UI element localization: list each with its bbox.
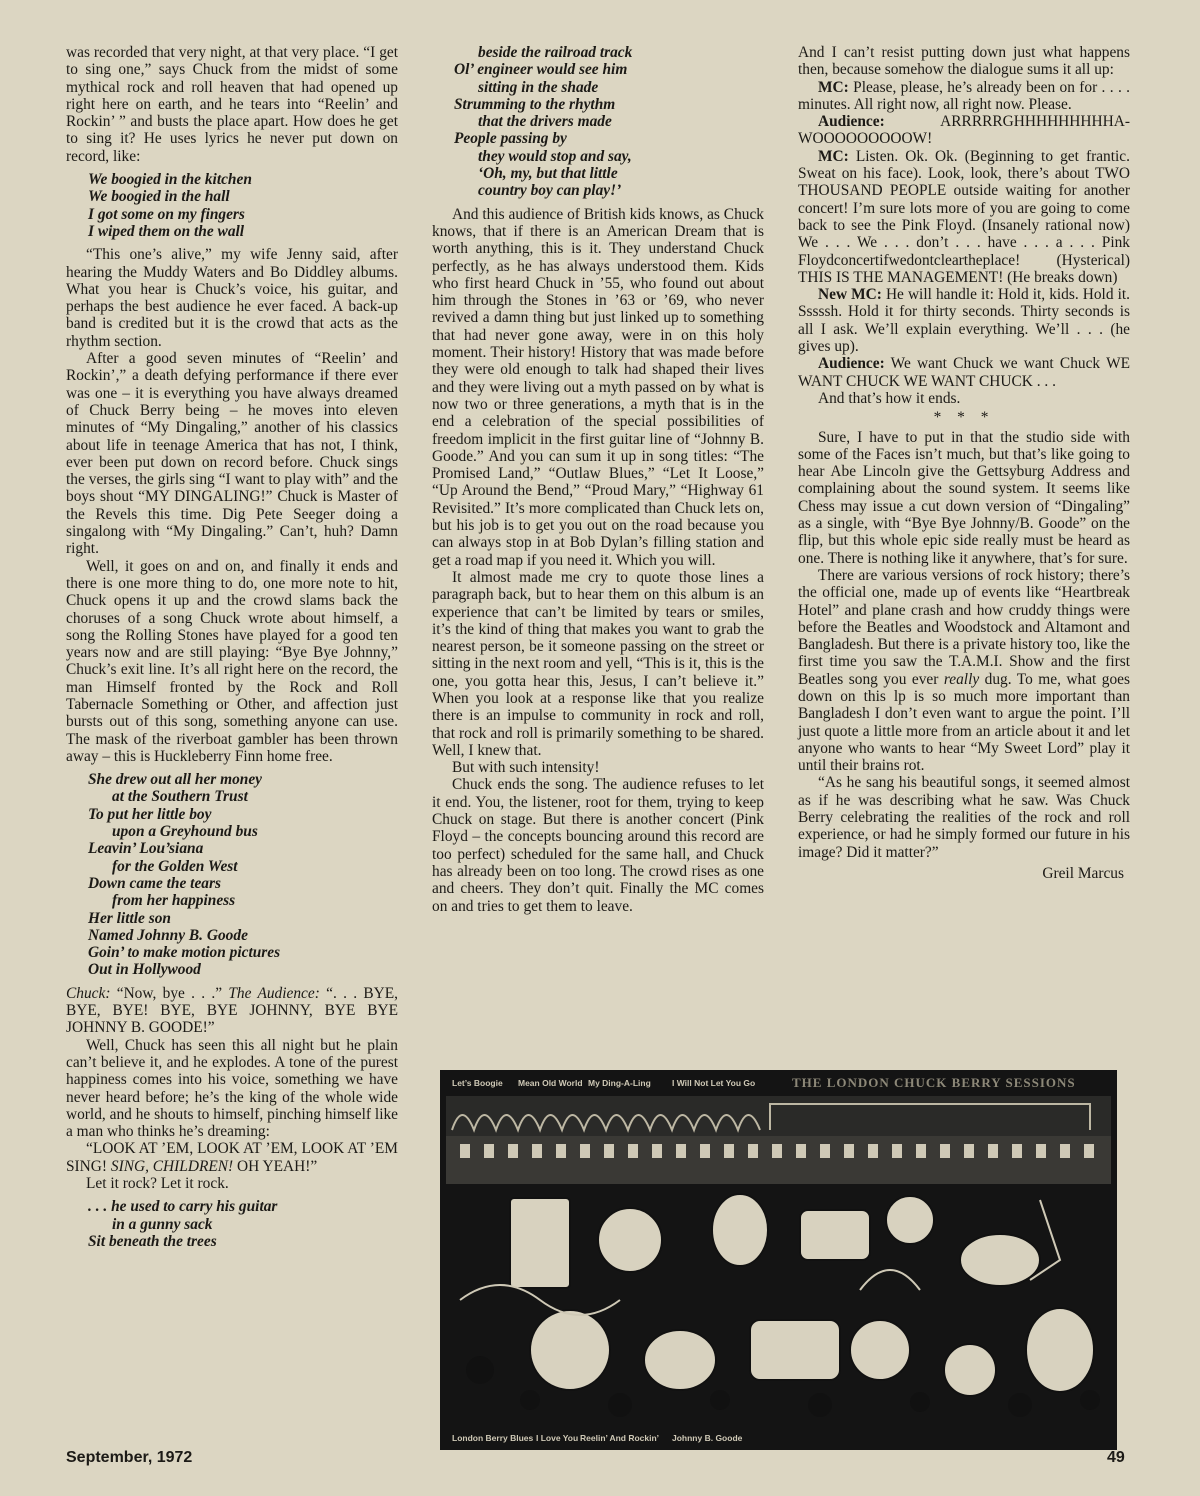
- dialogue-speaker: Audience:: [818, 355, 885, 373]
- dialogue-line: [798, 286, 1130, 355]
- dialogue-speaker: MC:: [818, 78, 849, 96]
- dialogue-text: Listen. Ok. Ok. (Beginning to get frantic. Sweat on his face). Look, look, there’s about TWO THOUSAND PEOPLE outside waiting for another concert! I’m sure lots more of you are going to come back to see the Pink Floyd. (Insanely rational now) We . . . We . . . don’t . . . have . . . a . . . Pink Floydconcertifwedontcleartheplace! (Hysterical) THIS IS THE MANAGEMENT! (He breaks down): [798, 147, 1130, 286]
- paragraph: Well, Chuck has seen this all night but he plain can’t believe it, and he explodes. A tone of the purest happiness comes into his voice, something we have never heard before; he’s the king of the whole wide world, and he shouts to himself, pinching himself like a man who thinks he’s dreaming:: [66, 1036, 398, 1141]
- article-column-3: [798, 44, 1130, 882]
- paragraph: Sure, I have to put in that the studio side with some of the Faces isn’t much, but that’s like going to hear Abe Lincoln give the Gettsyburg Address and complaining about the sound system. It seems like Chess may issue a cut down version of “Dingaling” as a single, with “Bye Bye Johnny/B. Goode” on the flip, but this whole epic side really must be heard as one. There is nothing like it anywhere, that’s for sure.: [798, 428, 1130, 567]
- dialogue-speaker: Chuck:: [66, 984, 111, 1002]
- lyric-line: sitting in the shade: [478, 78, 599, 96]
- page-number: 49: [1107, 1449, 1125, 1466]
- article-column-2: [432, 44, 764, 915]
- paragraph-text: There are various versions of rock history; there’s the official one, made up of events like “Heartbreak Hotel” and plane crash and how cruddy things were before the Beatles and Woodstock and Altamont and Bangladesh. But there is a private history too, like the first time you saw the T.A.M.I. Show and the first Beatles song you ever: [798, 566, 1130, 688]
- lyric-line: ‘Oh, my, but that little: [478, 165, 618, 183]
- lyric-line: Her little son: [88, 909, 171, 927]
- lyrics-verse: [454, 44, 764, 200]
- paragraph: [66, 985, 398, 1037]
- album-track-label: Reelin’ And Rockin’: [580, 1433, 660, 1443]
- album-title: THE LONDON CHUCK BERRY SESSIONS: [792, 1075, 1076, 1090]
- lyric-line: Down came the tears: [88, 874, 221, 892]
- lyrics-verse: [88, 171, 398, 240]
- lyric-line: beside the railroad track: [478, 44, 633, 61]
- paragraph: was recorded that very night, at that very place. “I get to sing one,” says Chuck from the midst of some mythical rock and roll heaven that had opened up right here on earth, and he tears into “Reelin’ and Rockin’ ” and busts the place apart. How does he get to sing it? He uses lyrics he never put down on record, like:: [66, 44, 398, 165]
- album-track-label: Mean Old World: [518, 1078, 583, 1088]
- lyric-line: Out in Hollywood: [88, 961, 201, 979]
- lyric-line: country boy can play!’: [478, 182, 622, 200]
- lyric-line: Ol’ engineer would see him: [454, 61, 628, 79]
- paragraph: [66, 1140, 398, 1175]
- paragraph: “As he sang his beautiful songs, it seemed almost as if he was describing what he saw. Was Chuck Berry celebrating the realities of the rock and roll experience, or had he simply formed our future in his image? Did it matter?”: [798, 774, 1130, 861]
- dialogue-text: “Now, bye . . .”: [110, 984, 229, 1002]
- lyric-line: in a gunny sack: [112, 1215, 213, 1233]
- dialogue-text: He will handle it: Hold it, kids. Hold it. Sssssh. Hold it for thirty seconds. Thirty seconds is all I ask. We’ll explain everything. We’ll . . . (he gives up).: [798, 286, 1130, 356]
- issue-date: September, 1972: [66, 1449, 193, 1466]
- paragraph: “This one’s alive,” my wife Jenny said, after hearing the Muddy Waters and Bo Diddley albums. What you hear is Chuck’s voice, his guitar, and perhaps the best audience he ever faced. A back-up band is credited but it is the crowd that acts as the rhythm section.: [66, 246, 398, 350]
- lyrics-verse: [88, 771, 398, 979]
- paragraph: After a good seven minutes of “Reelin’ and Rockin’,” a death defying performance if there ever was one – it is everything you have always dreamed of Chuck Berry being – he moves into eleven minutes of “My Dingaling,” another of his classics about life in teenage America that has not, I think, ever been put down on record before. Chuck sings the verses, the girls sing “I want to play with” and the boys shout “MY DINGALING!” Chuck is Master of the Revels this time. Dig Pete Seeger doing a singalong with “My Dingaling.” Can’t, huh? Damn right.: [66, 350, 398, 558]
- author-byline: Greil Marcus: [1042, 864, 1124, 882]
- dialogue-line: [798, 79, 1130, 114]
- album-track-label: I Love You: [536, 1433, 579, 1443]
- dialogue-text: Please, please, he’s already been on for . . . . minutes. All right now, all right now. Please.: [798, 78, 1130, 113]
- paragraph-emphasis: really: [943, 670, 980, 688]
- lyric-line: Goin’ to make motion pictures: [88, 944, 281, 962]
- paragraph: And that’s how it ends.: [818, 389, 961, 407]
- album-track-label: London Berry Blues: [452, 1433, 534, 1443]
- lyric-line: We boogied in the hall: [88, 188, 230, 206]
- dialogue-line: [798, 148, 1130, 286]
- lyric-line: . . . he used to carry his guitar: [88, 1198, 278, 1216]
- lyric-line: Strumming to the rhythm: [454, 95, 616, 113]
- dialogue-speaker: The Audience:: [228, 984, 320, 1002]
- lyric-line: Sit beneath the trees: [88, 1232, 217, 1250]
- paragraph: [798, 567, 1130, 775]
- album-cover-image: [440, 1070, 1117, 1450]
- lyric-line: I wiped them on the wall: [88, 222, 245, 240]
- paragraph: And I can’t resist putting down just what happens then, because somehow the dialogue sums it all up:: [798, 44, 1130, 79]
- lyric-line: Leavin’ Lou’siana: [88, 840, 204, 858]
- dialogue-text: “. . . BYE, BYE, BYE! BYE, BYE JOHNNY, BYE BYE JOHNNY B. GOODE!”: [66, 984, 398, 1037]
- quote-text: “LOOK AT ’EM, LOOK AT ’EM, LOOK AT ’EM SING!: [66, 1140, 398, 1175]
- dialogue-line: [798, 355, 1130, 390]
- article-column-1: [66, 44, 398, 1256]
- album-track-label: Johnny B. Goode: [672, 1433, 743, 1443]
- lyric-line: Named Johnny B. Goode: [88, 926, 248, 944]
- lyric-line: She drew out all her money: [88, 771, 263, 789]
- lyric-line: upon a Greyhound bus: [112, 823, 258, 841]
- paragraph: But with such intensity!: [452, 759, 600, 777]
- album-cover-illustration: [440, 1070, 1117, 1450]
- dialogue-speaker: New MC:: [818, 286, 882, 304]
- album-track-label: I Will Not Let You Go: [672, 1078, 756, 1088]
- paragraph: Let it rock? Let it rock.: [86, 1175, 229, 1192]
- album-track-label: My Ding-A-Ling: [588, 1078, 651, 1088]
- lyric-line: To put her little boy: [88, 805, 212, 823]
- paragraph: And this audience of British kids knows, as Chuck knows, that if there is an American Dream that is worth anything, this is it. They understand Chuck perfectly, as he has always understood them. Kids who first heard Chuck in ’55, who found out about him through the Stones in ’63 or ’69, who never revived a damn thing but just linked up to something that had never gone away, were in on this holy moment. Their history! History that was made before they were old enough to talk had shaped their lives and they were living out a myth passed on by what is now two or three generations, a myth that is in the end a celebration of the special possibilities of freedom implicit in the first guitar line of “Johnny B. Goode.” And you can sum it up in song titles: “The Promised Land,” “Outlaw Blues,” “Let It Loose,” “Up Around the Bend,” “Proud Mary,” “Highway 61 Revisited.” It’s more complicated than Chuck lets on, but his job is to get you out on the road because you can always stop in at Bob Dylan’s filling station and get a road map if you need it. Which you will.: [432, 205, 764, 569]
- paragraph: It almost made me cry to quote those lines a paragraph back, but to hear them on this album is an experience that can’t be limited by tears or smiles, it’s the kind of thing that makes you want to grab the nearest person, be it someone passing on the street or sitting in the next room and yell, “This is it, this is the one, you gotta hear this, Jesus, I can’t believe it.” When you look at a response like that you realize there is an impulse to community in rock and roll, that rock and roll is primarily something to be shared. Well, I knew that.: [432, 568, 764, 759]
- dialogue-line: [798, 113, 1130, 148]
- dialogue-text: ARRRRRGHHHHHHHHHA-WOOOOOOOOOW!: [798, 113, 1130, 148]
- lyric-line: I got some on my fingers: [88, 205, 245, 223]
- lyrics-verse: [88, 1198, 398, 1250]
- paragraph: Well, it goes on and on, and finally it ends and there is one more thing to do, one more note to hit, Chuck opens it up and the crowd slams back the choruses of a song Chuck wrote about himself, a song the Rolling Stones have played for a good ten years now and are still playing: “Bye Bye Johnny,” Chuck’s exit line. It’s all right here on the record, the man Himself fronted by the Rock and Roll Tabernacle Something or Other, and affection just bursts out of this song, something anyone can use. The mask of the riverboat gambler has been thrown away – this is Huckleberry Finn home free.: [66, 557, 398, 765]
- quote-text: OH YEAH!”: [233, 1157, 318, 1175]
- lyric-line: they would stop and say,: [478, 147, 632, 165]
- dialogue-speaker: Audience:: [818, 113, 885, 131]
- section-break: * * *: [933, 409, 995, 427]
- paragraph-text: dug. To me, what goes down on this lp is so much more important than Bangladesh I don’t even want to argue the point. I’ll just quote a little more from an article about it and let anyone who wants to hear “My Sweet Lord” play it until their brains rot.: [798, 670, 1130, 775]
- paragraph: Chuck ends the song. The audience refuses to let it end. You, the listener, root for them, trying to keep Chuck on stage. But there is another concert (Pink Floyd – the concepts bouncing around this record are too perfect) scheduled for the same hall, and Chuck has already been on too long. The crowd rises as one and cheers. They don’t quit. Finally the MC comes on and tries to get them to leave.: [432, 776, 764, 915]
- lyric-line: We boogied in the kitchen: [88, 171, 252, 189]
- lyric-line: from her happiness: [112, 892, 236, 910]
- dialogue-speaker: MC:: [818, 147, 849, 165]
- album-track-label: Let’s Boogie: [452, 1078, 503, 1088]
- lyric-line: People passing by: [454, 130, 567, 148]
- quote-emphasis: SING, CHILDREN!: [110, 1157, 234, 1175]
- lyric-line: for the Golden West: [112, 857, 238, 875]
- lyric-line: that the drivers made: [478, 113, 612, 131]
- lyric-line: at the Southern Trust: [112, 788, 248, 806]
- dialogue-text: We want Chuck we want Chuck WE WANT CHUCK WE WANT CHUCK . . .: [798, 355, 1130, 390]
